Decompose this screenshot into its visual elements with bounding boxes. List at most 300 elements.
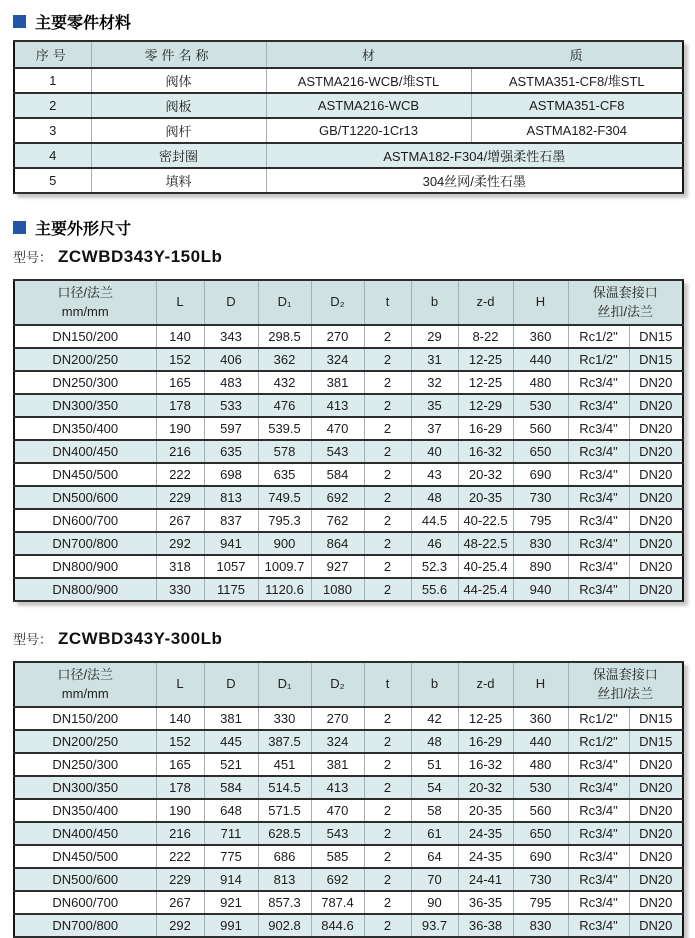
cell-H: 690 (513, 463, 568, 486)
cell-D2: 470 (311, 799, 364, 822)
cell-b: 90 (411, 891, 458, 914)
cell-c2: DN20 (629, 868, 683, 891)
table-header-row (14, 280, 683, 325)
col-header-D1: D₁ (258, 280, 311, 325)
cell-H: 360 (513, 325, 568, 348)
model-line-150lb (13, 247, 682, 267)
cell-D2: 787.4 (311, 891, 364, 914)
cell-mat1: ASTMA182-F304/增强柔性石墨 (266, 143, 683, 168)
cell-b: 52.3 (411, 555, 458, 578)
cell-D: 775 (204, 845, 258, 868)
cell-c2: DN20 (629, 799, 683, 822)
cell-D1: 578 (258, 440, 311, 463)
col-header-dn (14, 662, 156, 707)
cell-b: 42 (411, 707, 458, 730)
cell-D1: 387.5 (258, 730, 311, 753)
cell-mat2: ASTMA182-F304 (471, 118, 683, 143)
cell-t: 2 (364, 348, 411, 371)
model-label: 型号： (13, 632, 53, 647)
table-row (14, 509, 683, 532)
cell-mat1: 304丝网/柔性石墨 (266, 168, 683, 193)
cell-dn: DN300/350 (14, 776, 156, 799)
cell-t: 2 (364, 707, 411, 730)
table-row (14, 168, 683, 193)
cell-L: 330 (156, 578, 204, 601)
cell-D: 406 (204, 348, 258, 371)
cell-L: 216 (156, 822, 204, 845)
cell-D1: 362 (258, 348, 311, 371)
cell-c1: Rc3/4" (568, 509, 629, 532)
materials-table-body (14, 68, 683, 193)
cell-c1: Rc3/4" (568, 555, 629, 578)
cell-b: 58 (411, 799, 458, 822)
cell-zd: 12-25 (458, 707, 513, 730)
cell-D: 837 (204, 509, 258, 532)
table-row (14, 555, 683, 578)
cell-H: 530 (513, 394, 568, 417)
col-header-D: D (204, 280, 258, 325)
cell-D: 521 (204, 753, 258, 776)
table-row (14, 707, 683, 730)
cell-D1: 539.5 (258, 417, 311, 440)
cell-dn: DN600/700 (14, 509, 156, 532)
cell-L: 165 (156, 753, 204, 776)
cell-c1: Rc3/4" (568, 394, 629, 417)
cell-c2: DN20 (629, 509, 683, 532)
cell-L: 318 (156, 555, 204, 578)
cell-D2: 413 (311, 394, 364, 417)
cell-name: 密封圈 (91, 143, 266, 168)
cell-name: 阀体 (91, 68, 266, 93)
cell-D2: 470 (311, 417, 364, 440)
cell-D1: 476 (258, 394, 311, 417)
cell-zd: 20-32 (458, 776, 513, 799)
cell-zd: 12-25 (458, 348, 513, 371)
cell-mat1: ASTMA216-WCB/堆STL (266, 68, 471, 93)
cell-D: 921 (204, 891, 258, 914)
cell-H: 690 (513, 845, 568, 868)
table-row (14, 93, 683, 118)
cell-c1: Rc3/4" (568, 417, 629, 440)
cell-zd: 24-41 (458, 868, 513, 891)
col-header-dn-line1: 口径/法兰 (57, 284, 114, 300)
cell-t: 2 (364, 868, 411, 891)
cell-zd: 36-35 (458, 891, 513, 914)
cell-D2: 1080 (311, 578, 364, 601)
col-header-insulation-connection (568, 280, 683, 325)
cell-t: 2 (364, 394, 411, 417)
col-header-D1: D₁ (258, 662, 311, 707)
cell-dn: DN700/800 (14, 914, 156, 937)
cell-c1: Rc3/4" (568, 822, 629, 845)
col-header-part-name: 零件名称 (91, 41, 266, 68)
cell-D: 941 (204, 532, 258, 555)
cell-D1: 795.3 (258, 509, 311, 532)
table-row (14, 143, 683, 168)
cell-t: 2 (364, 730, 411, 753)
table-row (14, 532, 683, 555)
cell-b: 40 (411, 440, 458, 463)
cell-zd: 24-35 (458, 822, 513, 845)
cell-D2: 585 (311, 845, 364, 868)
cell-D: 991 (204, 914, 258, 937)
cell-b: 61 (411, 822, 458, 845)
table-row (14, 486, 683, 509)
cell-no: 1 (14, 68, 91, 93)
col-header-dn (14, 280, 156, 325)
cell-D: 483 (204, 371, 258, 394)
cell-D2: 413 (311, 776, 364, 799)
cell-c1: Rc3/4" (568, 753, 629, 776)
cell-dn: DN500/600 (14, 486, 156, 509)
cell-H: 650 (513, 822, 568, 845)
cell-zd: 20-32 (458, 463, 513, 486)
table-row (14, 776, 683, 799)
cell-H: 480 (513, 753, 568, 776)
cell-H: 830 (513, 914, 568, 937)
cell-t: 2 (364, 914, 411, 937)
col-header-b: b (411, 662, 458, 707)
cell-t: 2 (364, 555, 411, 578)
cell-D: 1175 (204, 578, 258, 601)
table-row (14, 348, 683, 371)
cell-D: 445 (204, 730, 258, 753)
col-header-L: L (156, 662, 204, 707)
cell-no: 4 (14, 143, 91, 168)
table-row (14, 914, 683, 937)
cell-L: 292 (156, 532, 204, 555)
table-row (14, 891, 683, 914)
col-header-t: t (364, 280, 411, 325)
col-header-zd: z-d (458, 662, 513, 707)
cell-c1: Rc3/4" (568, 914, 629, 937)
col-header-conn-line1: 保温套接口 (592, 666, 658, 682)
col-header-b: b (411, 280, 458, 325)
cell-dn: DN250/300 (14, 371, 156, 394)
cell-D: 914 (204, 868, 258, 891)
cell-no: 5 (14, 168, 91, 193)
cell-D2: 692 (311, 486, 364, 509)
cell-D2: 270 (311, 707, 364, 730)
dimensions-table-300lb-body (14, 707, 683, 937)
col-header-D: D (204, 662, 258, 707)
cell-H: 795 (513, 509, 568, 532)
cell-D2: 762 (311, 509, 364, 532)
cell-L: 140 (156, 707, 204, 730)
cell-c1: Rc3/4" (568, 486, 629, 509)
cell-D1: 635 (258, 463, 311, 486)
cell-L: 165 (156, 371, 204, 394)
col-header-H: H (513, 280, 568, 325)
cell-t: 2 (364, 463, 411, 486)
section-title-dimensions (13, 217, 682, 237)
cell-H: 560 (513, 417, 568, 440)
cell-D: 711 (204, 822, 258, 845)
table-row (14, 578, 683, 601)
cell-D1: 432 (258, 371, 311, 394)
cell-dn: DN450/500 (14, 845, 156, 868)
cell-zd: 16-29 (458, 417, 513, 440)
cell-c2: DN15 (629, 325, 683, 348)
cell-dn: DN350/400 (14, 417, 156, 440)
cell-c2: DN20 (629, 532, 683, 555)
cell-H: 560 (513, 799, 568, 822)
table-row (14, 325, 683, 348)
section-title-text: 主要零件材料 (35, 14, 132, 32)
cell-D: 813 (204, 486, 258, 509)
dimensions-table-150lb (13, 279, 684, 602)
cell-zd: 20-35 (458, 799, 513, 822)
cell-D1: 514.5 (258, 776, 311, 799)
table-header-row (14, 662, 683, 707)
cell-c1: Rc3/4" (568, 845, 629, 868)
cell-zd: 24-35 (458, 845, 513, 868)
cell-H: 360 (513, 707, 568, 730)
bullet-square-icon (13, 221, 26, 234)
cell-t: 2 (364, 371, 411, 394)
cell-D1: 298.5 (258, 325, 311, 348)
cell-c2: DN15 (629, 348, 683, 371)
model-value: ZCWBD343Y-300Lb (58, 629, 223, 648)
cell-D1: 451 (258, 753, 311, 776)
cell-D2: 543 (311, 822, 364, 845)
cell-c1: Rc3/4" (568, 463, 629, 486)
cell-c1: Rc3/4" (568, 371, 629, 394)
cell-D2: 864 (311, 532, 364, 555)
cell-H: 730 (513, 868, 568, 891)
cell-H: 480 (513, 371, 568, 394)
cell-c2: DN20 (629, 440, 683, 463)
cell-zd: 8-22 (458, 325, 513, 348)
cell-L: 216 (156, 440, 204, 463)
cell-D2: 324 (311, 348, 364, 371)
cell-L: 178 (156, 776, 204, 799)
cell-zd: 12-25 (458, 371, 513, 394)
cell-b: 46 (411, 532, 458, 555)
col-header-L: L (156, 280, 204, 325)
cell-t: 2 (364, 753, 411, 776)
model-line-300lb (13, 629, 682, 649)
cell-zd: 44-25.4 (458, 578, 513, 601)
cell-L: 229 (156, 868, 204, 891)
col-header-no: 序号 (14, 41, 91, 68)
cell-t: 2 (364, 509, 411, 532)
cell-c2: DN20 (629, 753, 683, 776)
cell-c1: Rc3/4" (568, 440, 629, 463)
cell-no: 3 (14, 118, 91, 143)
cell-mat1: ASTMA216-WCB (266, 93, 471, 118)
dimensions-table-150lb-body (14, 325, 683, 601)
col-header-zd: z-d (458, 280, 513, 325)
cell-b: 64 (411, 845, 458, 868)
bullet-square-icon (13, 15, 26, 28)
cell-D2: 543 (311, 440, 364, 463)
table-row (14, 799, 683, 822)
cell-D2: 381 (311, 371, 364, 394)
table-row (14, 440, 683, 463)
col-header-dn-line1: 口径/法兰 (57, 666, 114, 682)
section-title-materials (13, 11, 682, 31)
section-title-text: 主要外形尺寸 (35, 220, 132, 238)
cell-c2: DN20 (629, 776, 683, 799)
cell-dn: DN500/600 (14, 868, 156, 891)
cell-L: 292 (156, 914, 204, 937)
cell-L: 229 (156, 486, 204, 509)
cell-H: 730 (513, 486, 568, 509)
cell-D1: 571.5 (258, 799, 311, 822)
cell-D1: 902.8 (258, 914, 311, 937)
table-row (14, 753, 683, 776)
cell-b: 51 (411, 753, 458, 776)
dimensions-table-header (14, 280, 683, 325)
cell-zd: 12-29 (458, 394, 513, 417)
cell-D1: 686 (258, 845, 311, 868)
cell-zd: 16-32 (458, 440, 513, 463)
cell-c1: Rc1/2" (568, 348, 629, 371)
cell-dn: DN400/450 (14, 822, 156, 845)
cell-zd: 48-22.5 (458, 532, 513, 555)
cell-H: 650 (513, 440, 568, 463)
col-header-D2: D₂ (311, 662, 364, 707)
cell-D1: 857.3 (258, 891, 311, 914)
cell-t: 2 (364, 845, 411, 868)
cell-c1: Rc1/2" (568, 707, 629, 730)
cell-dn: DN450/500 (14, 463, 156, 486)
cell-D2: 584 (311, 463, 364, 486)
cell-b: 48 (411, 486, 458, 509)
model-value: ZCWBD343Y-150Lb (58, 247, 223, 266)
cell-no: 2 (14, 93, 91, 118)
cell-c1: Rc1/2" (568, 325, 629, 348)
cell-D2: 844.6 (311, 914, 364, 937)
model-label: 型号： (13, 250, 53, 265)
cell-dn: DN250/300 (14, 753, 156, 776)
cell-c2: DN20 (629, 822, 683, 845)
cell-t: 2 (364, 440, 411, 463)
table-row (14, 845, 683, 868)
col-header-D2: D₂ (311, 280, 364, 325)
cell-L: 190 (156, 799, 204, 822)
cell-dn: DN600/700 (14, 891, 156, 914)
cell-b: 44.5 (411, 509, 458, 532)
cell-c2: DN15 (629, 730, 683, 753)
dimensions-table-header (14, 662, 683, 707)
cell-dn: DN800/900 (14, 555, 156, 578)
cell-H: 830 (513, 532, 568, 555)
cell-mat1: GB/T1220-1Cr13 (266, 118, 471, 143)
cell-H: 440 (513, 730, 568, 753)
cell-c2: DN20 (629, 578, 683, 601)
cell-dn: DN200/250 (14, 348, 156, 371)
cell-c2: DN20 (629, 914, 683, 937)
cell-dn: DN150/200 (14, 325, 156, 348)
cell-L: 178 (156, 394, 204, 417)
cell-c2: DN20 (629, 891, 683, 914)
table-row (14, 118, 683, 143)
col-header-conn-line2: 丝扣/法兰 (597, 303, 654, 319)
table-row (14, 868, 683, 891)
cell-t: 2 (364, 532, 411, 555)
cell-b: 29 (411, 325, 458, 348)
cell-t: 2 (364, 578, 411, 601)
table-row (14, 371, 683, 394)
col-header-insulation-connection (568, 662, 683, 707)
cell-c1: Rc1/2" (568, 730, 629, 753)
cell-D1: 1120.6 (258, 578, 311, 601)
cell-zd: 36-38 (458, 914, 513, 937)
cell-D: 533 (204, 394, 258, 417)
cell-c1: Rc3/4" (568, 891, 629, 914)
table-row (14, 463, 683, 486)
cell-b: 32 (411, 371, 458, 394)
cell-t: 2 (364, 891, 411, 914)
table-row (14, 394, 683, 417)
cell-dn: DN150/200 (14, 707, 156, 730)
cell-name: 阀杆 (91, 118, 266, 143)
cell-b: 35 (411, 394, 458, 417)
cell-b: 93.7 (411, 914, 458, 937)
dimensions-table-300lb (13, 661, 684, 938)
cell-name: 填料 (91, 168, 266, 193)
cell-L: 152 (156, 730, 204, 753)
cell-H: 795 (513, 891, 568, 914)
cell-D2: 381 (311, 753, 364, 776)
cell-D1: 900 (258, 532, 311, 555)
cell-mat2: ASTMA351-CF8/堆STL (471, 68, 683, 93)
cell-D: 698 (204, 463, 258, 486)
cell-c2: DN20 (629, 486, 683, 509)
cell-D: 584 (204, 776, 258, 799)
materials-table (13, 40, 684, 194)
cell-L: 267 (156, 891, 204, 914)
cell-zd: 16-29 (458, 730, 513, 753)
materials-table-header (14, 41, 683, 68)
cell-zd: 16-32 (458, 753, 513, 776)
cell-c2: DN20 (629, 463, 683, 486)
col-header-conn-line1: 保温套接口 (592, 284, 658, 300)
cell-D1: 1009.7 (258, 555, 311, 578)
col-header-H: H (513, 662, 568, 707)
cell-c2: DN20 (629, 555, 683, 578)
cell-c2: DN20 (629, 845, 683, 868)
col-header-conn-line2: 丝扣/法兰 (597, 685, 654, 701)
cell-b: 37 (411, 417, 458, 440)
table-row (14, 417, 683, 440)
cell-b: 31 (411, 348, 458, 371)
cell-c2: DN15 (629, 707, 683, 730)
cell-D1: 813 (258, 868, 311, 891)
table-row (14, 730, 683, 753)
cell-D2: 270 (311, 325, 364, 348)
cell-H: 530 (513, 776, 568, 799)
cell-D1: 628.5 (258, 822, 311, 845)
cell-H: 440 (513, 348, 568, 371)
cell-D1: 749.5 (258, 486, 311, 509)
cell-dn: DN200/250 (14, 730, 156, 753)
cell-D2: 692 (311, 868, 364, 891)
cell-D: 381 (204, 707, 258, 730)
cell-L: 267 (156, 509, 204, 532)
cell-D: 648 (204, 799, 258, 822)
cell-L: 222 (156, 845, 204, 868)
cell-b: 43 (411, 463, 458, 486)
cell-c1: Rc3/4" (568, 799, 629, 822)
cell-c2: DN20 (629, 371, 683, 394)
cell-mat2: ASTMA351-CF8 (471, 93, 683, 118)
cell-zd: 40-25.4 (458, 555, 513, 578)
cell-t: 2 (364, 799, 411, 822)
cell-t: 2 (364, 417, 411, 440)
